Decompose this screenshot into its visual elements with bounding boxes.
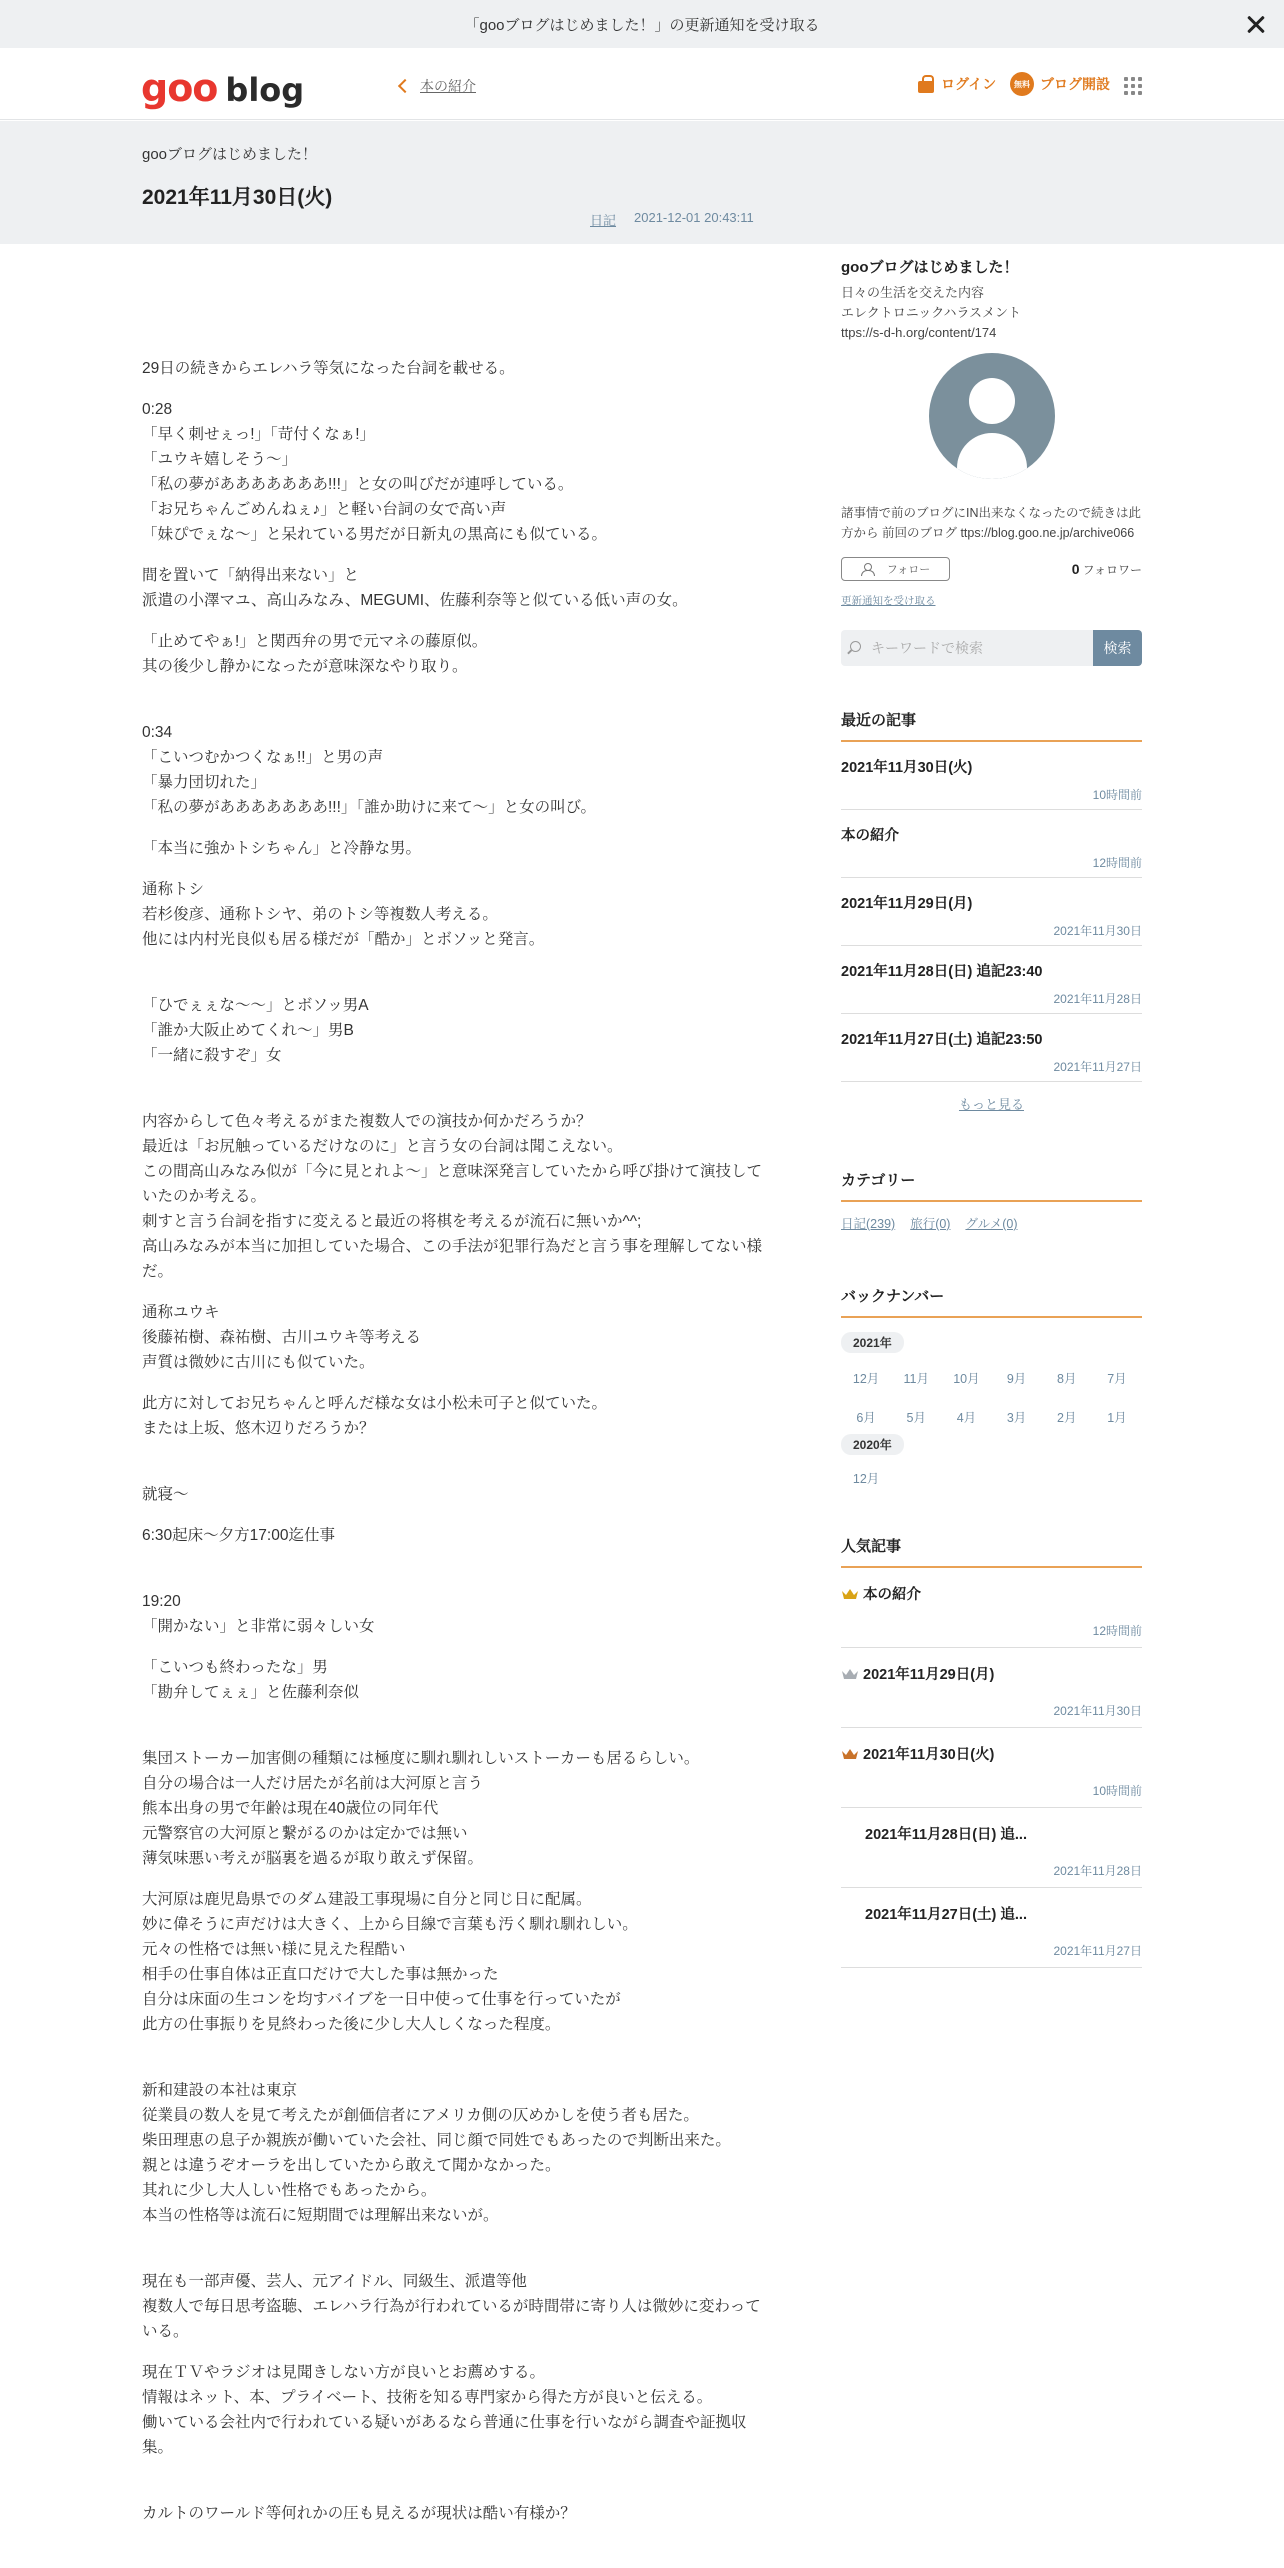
backnumber-month-link[interactable]: 1月 (1107, 1411, 1127, 1425)
article-paragraph: 就寝～ (142, 1486, 189, 1503)
popular-entries-section (841, 1535, 1142, 1968)
apps-grid-icon[interactable] (1124, 77, 1142, 95)
popular-entry-item[interactable] (841, 1808, 1142, 1888)
login-button[interactable] (917, 74, 996, 94)
entry-category-link[interactable]: 日記 (590, 213, 617, 228)
paragraph-spacer (142, 1721, 767, 1746)
article-paragraph: 集団ストーカー加害側の種類には極度に馴れ馴れしいストーカーも居るらしい。 自分の場合は一人だけ居たが名前は大河原と言う 熊本出身の男で年齢は現在40歳位の同年代 元警察官の大河原と繋がるのかは定かでは無い 薄気味悪い考えが脳裏を過るが取り敢えず保留。 (142, 1750, 700, 1867)
popular-entry-item[interactable] (841, 1648, 1142, 1728)
entry-title: 2021年11月30日(火) (142, 186, 333, 209)
article-paragraph: 0:34 「こいつむかつくなぁ!!」と男の声 「暴力団切れた」 「私の夢があああああああ!!!」「誰か助けに来て～」と女の叫び。 (142, 724, 597, 816)
article-paragraph: 大河原は鹿児島県でのダム建設工事現場に自分と同じ日に配属。 妙に偉そうに声だけは大きく、上から目線で言葉も汚く馴れ馴れしい。 元々の性格では無い様に見えた程酷い 相手の仕事自体は正直口だけで大した事は無かった 自分は床面の生コンを均すバイブを一日中使って仕事を行っていたが 此方の仕事振りを見終わった後に少し大人しくなった程度。 (142, 1891, 638, 2033)
recent-entries-heading: 最近の記事 (841, 709, 1142, 742)
backnumber-month-link[interactable]: 12月 (852, 1472, 880, 1486)
article-paragraph: 通称トシ 若杉俊彦、通称トシヤ、弟のトシ等複数人考える。 他には内村光良似も居る様だが「酷か」とボソッと発言。 (142, 881, 545, 948)
site-header (0, 48, 1284, 120)
recent-entry-date: 10時間前 (1092, 788, 1142, 802)
paragraph-spacer (142, 1084, 767, 1109)
backnumber-month-link[interactable]: 11月 (903, 1372, 929, 1386)
recent-entry-date: 2021年11月30日 (1053, 924, 1142, 938)
recent-entry-title[interactable]: 2021年11月30日(火) (841, 760, 973, 776)
article-paragraph: 「こいつも終わったな」男 「勘弁してぇぇ」と佐藤利奈似 (142, 1659, 360, 1701)
article-paragraph: 現在も一部声優、芸人、元アイドル、同級生、派遣等他 複数人で毎日思考盗聴、エレハラ行為が行われているが時間帯に寄り人は微妙に変わっている。 (142, 2273, 761, 2340)
backnumber-month-link[interactable]: 2月 (1057, 1411, 1077, 1425)
avatar (929, 353, 1055, 479)
backnumber-month-link[interactable]: 12月 (852, 1372, 880, 1386)
previous-entry-label: 本の紹介 (420, 78, 476, 94)
recent-entry-item[interactable] (841, 946, 1142, 1014)
article-paragraph: 29日の続きからエレハラ等気になった台詞を載せる。 (142, 360, 515, 377)
popular-entry-title: 2021年11月27日(土) 追... (865, 1907, 1027, 1923)
free-badge-icon: 無料 (1010, 72, 1034, 96)
popular-entry-date: 2021年11月27日 (1053, 1944, 1142, 1958)
search-button[interactable]: 検索 (1093, 630, 1142, 666)
category-link[interactable]: 日記(239) (841, 1217, 896, 1231)
login-label: ログイン (941, 76, 997, 92)
sidebar-profile-note: 諸事情で前のブログにIN出来なくなったので続きは此方から 前回のブログ ttps://blog.goo.ne.jp/archive066 (841, 506, 1142, 540)
popular-entry-date: 2021年11月30日 (1053, 1704, 1142, 1718)
follower-number: 0 (1071, 560, 1080, 577)
article-paragraph: 「ひでぇぇな～～」とボソッ男A 「誰か大阪止めてくれ～」男B 「一緒に殺すぞ」女 (142, 997, 369, 1064)
paragraph-spacer (142, 2053, 767, 2078)
backnumber-month-link[interactable]: 5月 (906, 1411, 926, 1425)
backnumber-month-link[interactable]: 6月 (856, 1411, 876, 1425)
chevron-left-icon (398, 79, 412, 93)
goo-blog-logo[interactable] (141, 66, 304, 110)
entry-meta (590, 210, 754, 229)
paragraph-spacer (142, 2244, 767, 2269)
search-box (841, 630, 1142, 666)
sidebar-blog-title[interactable]: gooブログはじめました！ (841, 259, 1019, 276)
popular-entry-title: 2021年11月30日(火) (863, 1747, 995, 1763)
logo-goo: goo (141, 66, 218, 110)
crown-icon (841, 1588, 859, 1600)
category-link[interactable]: 旅行(0) (910, 1217, 951, 1231)
article-paragraph: 内容からして色々考えるがまた複数人での演技か何かだろうか？ 最近は「お尻触っているだけなのに」と言う女の台詞は聞こえない。 この間高山みなみ似が「今に見とれよ～」と意味深発言していたから呼び掛けて演技していたのか考える。 刺すと言う台詞を指すに変えると最近の将棋を考えるが流石に無いか^^; 高山みなみが本当に加担していた場合、この手法が犯罪行為だと言う事を理解してない様だ。 (142, 1113, 763, 1280)
year-2020: 2020年 (841, 1434, 904, 1455)
article-body (142, 356, 767, 2542)
recent-entry-date: 2021年11月28日 (1053, 992, 1142, 1006)
recent-entry-title[interactable]: 2021年11月28日(日) 追記23:40 (841, 964, 1043, 980)
backnumber-month-link[interactable]: 4月 (956, 1411, 977, 1425)
paragraph-spacer (142, 1457, 767, 1482)
popular-entry-date: 12時間前 (1092, 1624, 1142, 1638)
backnumber-heading: バックナンバー (841, 1285, 1142, 1318)
category-heading: カテゴリー (841, 1169, 1142, 1202)
popular-entry-date: 2021年11月28日 (1053, 1864, 1142, 1878)
open-blog-label: ブログ開設 (1040, 76, 1110, 92)
crown-icon (841, 1668, 859, 1680)
article-paragraph: 0:28 「早く刺せぇっ!」「苛付くなぁ!」 「ユウキ嬉しそう～」 「私の夢があああああああ!!!」と女の叫びだが連呼している。 「お兄ちゃんごめんねぇ♪」と軽い台詞の女で高い声 「妹ぴでぇな～」と呆れている男だが日新丸の黒高にも似ている。 (142, 401, 608, 543)
popular-entry-title: 2021年11月28日(日) 追... (865, 1827, 1027, 1843)
popular-entry-title-row[interactable] (841, 1663, 1142, 1684)
recent-entry-item[interactable] (841, 742, 1142, 810)
follower-count[interactable] (1072, 561, 1142, 578)
close-icon[interactable] (1242, 10, 1270, 38)
popular-entry-title: 本の紹介 (863, 1587, 921, 1603)
sidebar-blog-description: 日々の生活を交えた内容 エレクトロニックハラスメント ttps://s-d-h.org/content/174 (841, 285, 1022, 340)
article-paragraph: 現在ＴＶやラジオは見聞きしない方が良いとお薦めする。 情報はネット、本、プライベート、技術を知る専門家から得た方が良いと伝える。 働いている会社内で行われている疑いがあるなら普通に仕事を行いながら調査や証拠収集。 (142, 2364, 747, 2456)
recent-entry-title[interactable]: 本の紹介 (841, 828, 899, 844)
crown-icon (841, 1748, 859, 1760)
popular-entries-heading: 人気記事 (841, 1535, 1142, 1568)
popular-entry-title-row[interactable] (841, 1903, 1142, 1924)
article-paragraph: 6:30起床～夕方17:00迄仕事 (142, 1527, 335, 1544)
popular-entry-title-row[interactable] (841, 1743, 1142, 1764)
backnumber-month-link[interactable]: 3月 (1006, 1411, 1027, 1425)
entry-datetime: 2021-12-01 20:43:11 (634, 210, 754, 225)
blog-name[interactable]: gooブログはじめました！ (142, 146, 318, 163)
backnumber-month-link[interactable]: 9月 (1006, 1372, 1027, 1386)
popular-entry-item[interactable] (841, 1728, 1142, 1808)
sidebar (841, 256, 1142, 1968)
article-paragraph: カルトのワールド等何れかの圧も見えるが現状は酷い有様か？ (142, 2505, 576, 2522)
entry-header (0, 121, 1284, 244)
article-paragraph: 「止めてやぁ!」と関西弁の男で元マネの藤原似。 其の後少し静かになったが意味深なやり取り。 (142, 633, 488, 675)
recent-entry-date: 12時間前 (1092, 856, 1142, 870)
follow-button[interactable] (841, 557, 950, 581)
paragraph-spacer (142, 695, 767, 720)
popular-entry-title: 2021年11月29日(月) (863, 1667, 995, 1683)
paragraph-spacer (142, 1564, 767, 1589)
popular-entry-title-row[interactable] (841, 1823, 1142, 1844)
recent-entry-item[interactable] (841, 878, 1142, 946)
follower-label: フォロワー (1082, 562, 1142, 577)
backnumber-section (841, 1285, 1142, 1487)
open-blog-button[interactable] (1010, 72, 1110, 96)
bag-icon (917, 75, 935, 93)
article-paragraph: 「本当に強かトシちゃん」と冷静な男。 (142, 840, 422, 857)
category-link[interactable]: グルメ(0) (965, 1217, 1018, 1231)
search-icon (850, 641, 861, 652)
recent-entries-section (841, 709, 1142, 1113)
search-placeholder: キーワードで検索 (871, 640, 983, 656)
search-input[interactable] (841, 630, 1093, 666)
recent-entry-title[interactable]: 2021年11月29日(月) (841, 896, 973, 912)
previous-entry-link[interactable] (400, 76, 476, 96)
category-section (841, 1169, 1142, 1232)
follow-row (841, 557, 1142, 581)
update-notice-link[interactable]: 更新通知を受け取る (841, 595, 936, 607)
recent-entry-item[interactable] (841, 1014, 1142, 1082)
backnumber-month-link[interactable]: 8月 (1057, 1372, 1077, 1386)
recent-entry-date: 2021年11月27日 (1053, 1060, 1142, 1074)
recent-entry-title[interactable]: 2021年11月27日(土) 追記23:50 (841, 1032, 1043, 1048)
article-paragraph: 此方に対してお兄ちゃんと呼んだ様な女は小松未可子と似ていた。 または上坂、悠木辺りだろうか？ (142, 1395, 608, 1437)
popular-entry-item[interactable] (841, 1568, 1142, 1648)
person-icon (861, 563, 873, 575)
popular-entry-date: 10時間前 (1092, 1784, 1142, 1798)
popular-entry-item[interactable] (841, 1888, 1142, 1968)
follow-label: フォロー (886, 564, 931, 576)
backnumber-month-link[interactable]: 7月 (1107, 1372, 1127, 1386)
backnumber-month-link[interactable]: 10月 (953, 1372, 980, 1386)
follow-notice-bar[interactable] (0, 0, 1284, 48)
logo-blog: blog (225, 71, 305, 109)
article-paragraph: 新和建設の本社は東京 従業員の数人を見て考えたが創価信者にアメリカ側の仄めかしを使う者も居た。 柴田理恵の息子か親族が働いていた会社、同じ顔で同姓でもあったので判断出来た。 親とは違うぞオーラを出していたから敢えて聞かなかった。 其れに少し大人しい性格でもあったから。 本当の性格等は流石に短期間では理解出来ないが。 (142, 2082, 731, 2224)
more-entries-link[interactable]: もっと見る (958, 1097, 1024, 1112)
article-paragraph: 間を置いて「納得出来ない」と 派遣の小澤マユ、高山みなみ、MEGUMI、佐藤利奈等と似ている低い声の女。 (142, 567, 688, 609)
popular-entry-title-row[interactable] (841, 1583, 1142, 1604)
article-paragraph: 通称ユウキ 後藤祐樹、森祐樹、古川ユウキ等考える 声質は微妙に古川にも似ていた。 (142, 1304, 422, 1371)
paragraph-spacer (142, 2476, 767, 2501)
paragraph-spacer (142, 968, 767, 993)
year-2021: 2021年 (841, 1332, 904, 1353)
recent-entry-item[interactable] (841, 810, 1142, 878)
article-paragraph: 19:20 「開かない」と非常に弱々しい女 (142, 1593, 375, 1635)
follow-notice-text[interactable]: 「gooブログはじめました！」の更新通知を受け取る (464, 16, 820, 34)
